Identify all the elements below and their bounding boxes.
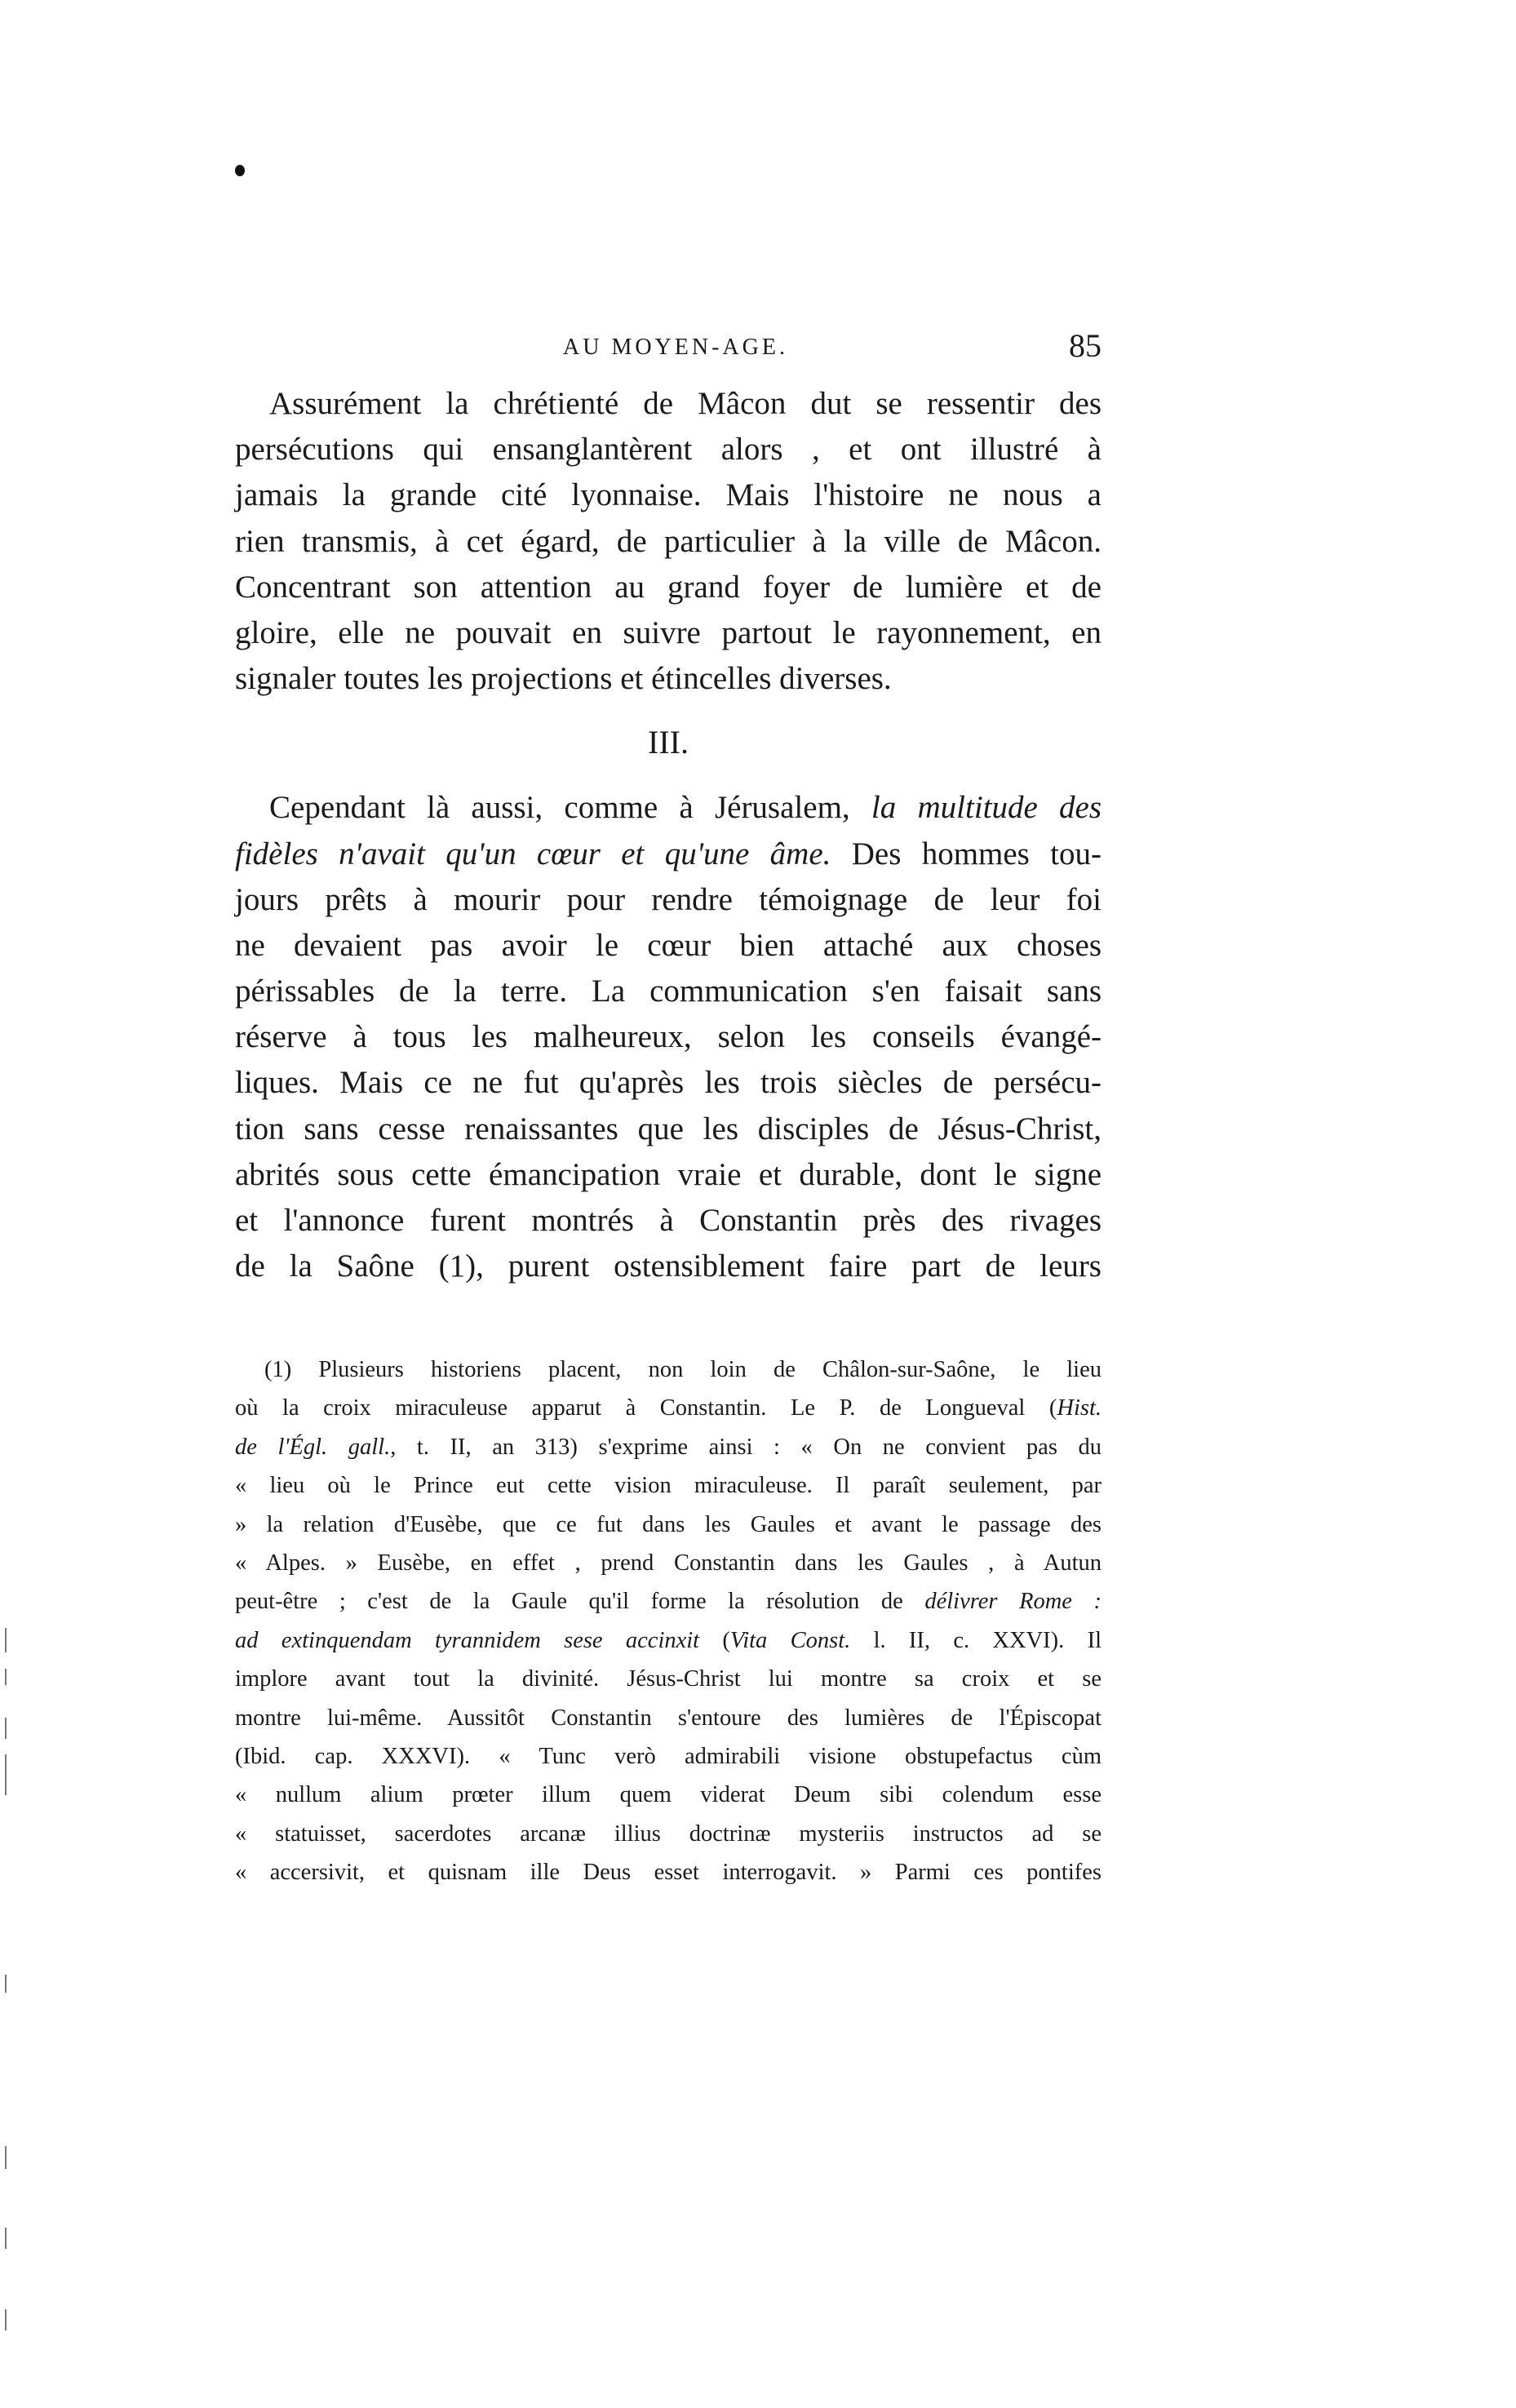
footnote-line: « accersivit, et quisnam ille Deus esset interrogavit. » Parmi ces pontifes: [235, 1860, 1102, 1886]
text-italic: Hist.: [1057, 1395, 1102, 1421]
text-line: et l'annonce furent montrés à Constantin près des rivages: [235, 1203, 1102, 1238]
text-line: de la Saône (1), purent ostensiblement faire part de leurs: [235, 1248, 1102, 1284]
text-line: Concentrant son attention au grand foyer de lumière et de: [235, 569, 1102, 605]
footnote-line: [235, 1389, 1102, 1427]
section-heading: III.: [648, 724, 689, 761]
text-line: [235, 831, 1102, 877]
text-line: persécutions qui ensanglantèrent alors , et ont illustré à: [235, 432, 1102, 468]
margin-mark: [5, 1975, 7, 1993]
margin-mark: [5, 2228, 7, 2249]
text-line: rien transmis, à cet égard, de particulier à la ville de Mâcon.: [235, 523, 1102, 559]
text-italic: ad extinquendam tyrannidem sese accinxit: [235, 1627, 700, 1653]
text-roman: Des hommes tou-: [851, 836, 1102, 871]
text-line: liques. Mais ce ne fut qu'après les trois siècles de persécu-: [235, 1065, 1102, 1101]
footnote-line: (Ibid. cap. XXXVI). « Tunc verò admirabili visione obstupefactus cùm: [235, 1743, 1102, 1769]
text-line: gloire, elle ne pouvait en suivre partout le rayonnement, en: [235, 614, 1102, 650]
margin-mark: [5, 1754, 7, 1795]
text-line: réserve à tous les malheureux, selon les conseils évangé-: [235, 1019, 1102, 1055]
margin-mark: [5, 2309, 7, 2330]
text-roman: , t. II, an 313) s'exprime ainsi : « On ne convient pas du: [390, 1434, 1102, 1460]
footnote-line: [235, 1582, 1102, 1621]
text-italic: fidèles n'avait qu'un cœur et qu'une âme.: [235, 836, 831, 871]
text-roman: Cependant là aussi, comme à Jérusalem,: [269, 790, 850, 826]
page-number: 85: [1069, 327, 1102, 364]
paragraph-1: [235, 381, 1102, 702]
text-line: ne devaient pas avoir le cœur bien attaché aux choses: [235, 927, 1102, 963]
footnote-line: « nullum alium prœter illum quem viderat Deum sibi colendum esse: [235, 1782, 1102, 1808]
text-line: jamais la grande cité lyonnaise. Mais l'histoire ne nous a: [235, 477, 1102, 513]
text-line: jours prêts à mourir pour rendre témoignage de leur foi: [235, 881, 1102, 917]
text-italic: Vita Const.: [729, 1627, 851, 1653]
margin-mark: [5, 1718, 7, 1739]
text-italic: délivrer Rome :: [924, 1589, 1102, 1615]
text-line: tion sans cesse renaissantes que les disciples de Jésus-Christ,: [235, 1111, 1102, 1146]
footnote-line: montre lui-même. Aussitôt Constantin s'entoure des lumières de l'Épiscopat: [235, 1705, 1102, 1731]
paragraph-2: [235, 785, 1102, 1289]
text-line: périssables de la terre. La communication s'en faisait sans: [235, 973, 1102, 1009]
margin-mark: [5, 1669, 7, 1685]
page-header: [235, 326, 1102, 375]
text-line: Assurément la chrétienté de Mâcon dut se ressentir des: [269, 386, 1102, 421]
text-line: [235, 785, 1102, 831]
footnote-line: implore avant tout la divinité. Jésus-Christ lui montre sa croix et se: [235, 1666, 1102, 1692]
text-line: abrités sous cette émancipation vraie et durable, dont le signe: [235, 1156, 1102, 1192]
text-roman: (: [699, 1627, 730, 1653]
text-roman: où la croix miraculeuse apparut à Constantin. Le P. de Longueval (: [235, 1395, 1057, 1421]
text-italic: la multitude des: [871, 790, 1102, 826]
footnote-line: « lieu où le Prince eut cette vision miraculeuse. Il paraît seulement, par: [235, 1473, 1102, 1499]
margin-mark: [5, 2146, 7, 2169]
footnote-line: » la relation d'Eusèbe, que ce fut dans les Gaules et avant le passage des: [235, 1511, 1102, 1537]
text-roman: peut-être ; c'est de la Gaule qu'il forme la résolution de: [235, 1589, 903, 1615]
text-line: signaler toutes les projections et étincelles diverses.: [235, 661, 892, 697]
margin-mark: [5, 1628, 7, 1652]
main-text: [235, 381, 1102, 1289]
text-roman: l. II, c. XXVI). Il: [850, 1627, 1102, 1653]
footnote-line: « statuisset, sacerdotes arcanæ illius doctrinæ mysteriis instructos ad se: [235, 1820, 1102, 1847]
footnote-line: « Alpes. » Eusèbe, en effet , prend Constantin dans les Gaules , à Autun: [235, 1550, 1102, 1576]
footnote-line: [235, 1428, 1102, 1466]
footnote: [235, 1350, 1102, 1891]
footnote-line: [235, 1621, 1102, 1660]
running-head: AU MOYEN-AGE.: [563, 335, 788, 360]
text-italic: de l'Égl. gall.: [235, 1434, 391, 1460]
ink-dot: [235, 165, 245, 176]
footnote-line: (1) Plusieurs historiens placent, non loin de Châlon-sur-Saône, le lieu: [264, 1357, 1102, 1382]
